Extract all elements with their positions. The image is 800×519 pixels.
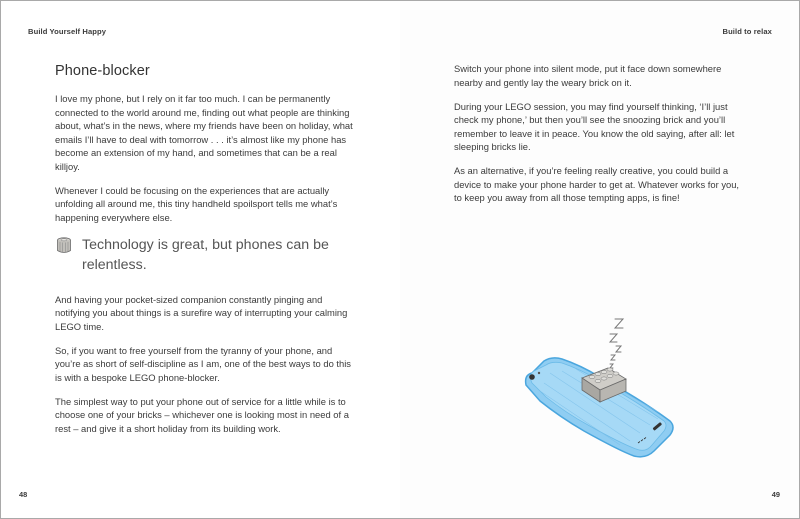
- page-number-left: 48: [19, 490, 28, 499]
- paragraph: So, if you want to free yourself from the tyranny of your phone, and you’re as short of self-discipline as I am, one of the best ways to do this is with a bespoke LEGO phone-blocker.: [55, 344, 351, 383]
- paragraph: Switch your phone into silent mode, put it face down somewhere nearby and gently lay the weary brick on it.: [454, 63, 722, 88]
- paragraph: The simplest way to put your phone out of service for a little while is to choose one of your bricks – whichever one is looking most in need of a rest – and give it a short holiday from its building work.: [55, 395, 349, 434]
- paragraph: Whenever I could be focusing on the experiences that are actually unfolding all around me, this tiny handheld spoilsport tells me what’s happening everywhere else.: [55, 184, 338, 223]
- paragraph: As an alternative, if you’re feeling really creative, you could build a device to make your phone harder to get at. Whatever works for you, to keep you away from all those tempting apps, is fine!: [454, 165, 740, 203]
- snore-z-icon: [610, 319, 623, 368]
- paragraph: I love my phone, but I rely on it far too much. I can be permanently connected to the world around me, finding out what people are thinking about, what’s in the news, where my friends have been on holiday, what emails I’ll have to deal with tomorrow . . . it’s almost like my phone has become an extension of my hand, and sometimes that can be a real killjoy.: [55, 93, 353, 172]
- pullquote: [55, 235, 355, 275]
- paragraph: And having your pocket-sized companion constantly pinging and notifying you about things is a surefire way of interrupting your calming LEGO time.: [55, 293, 348, 332]
- paragraph: During your LEGO session, you may find yourself thinking, ‘I’ll just check my phone,’ but then you’ll see the snoozing brick and you’ll remember to leave it in peace. You know the old saying, after all: let sleeping bricks lie.: [454, 100, 735, 152]
- running-head-left: Build Yourself Happy: [28, 27, 107, 36]
- sleeping-brick-illustration: [500, 313, 700, 463]
- section-title: Phone-blocker: [55, 63, 150, 79]
- left-page: [1, 1, 400, 518]
- page-number-right: 49: [771, 490, 780, 499]
- right-page: [400, 1, 799, 518]
- left-page-content: [55, 63, 355, 446]
- running-head-right: Build to relax: [722, 27, 772, 36]
- right-page-content: [454, 62, 744, 215]
- lego-brick-icon: [56, 237, 72, 254]
- pullquote-text: Technology is great, but phones can be relentless.: [82, 236, 329, 273]
